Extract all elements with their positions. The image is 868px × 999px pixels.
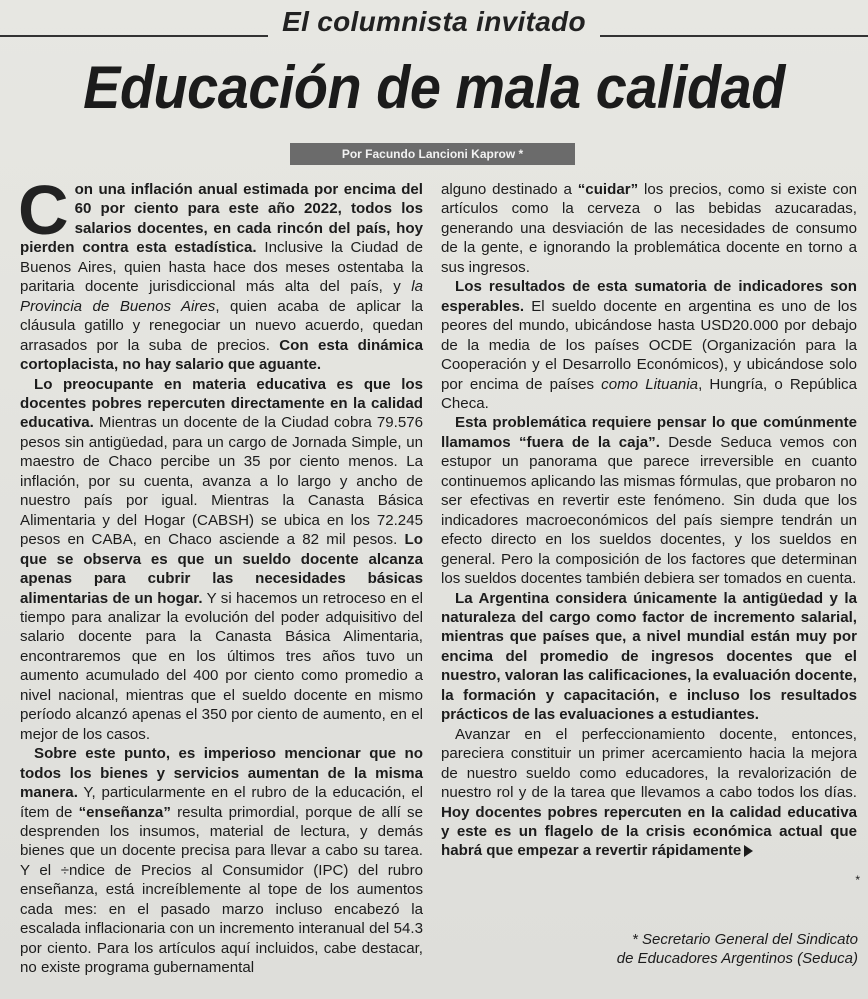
article-column-2	[441, 180, 857, 861]
bold-text-run: “cuidar”	[577, 181, 639, 198]
bold-text-run: Lo preocupante en materia educativa es que los docentes pobres repercuten directamente en la calidad educativa.	[20, 375, 423, 432]
text-run: los precios, como si existe con artículos como la cerveza o las bebidas azucaradas, generando una desviación de las necesidades de consumo de la gente, e ignorando la problemática docente en torno a sus ingresos.	[441, 181, 857, 276]
text-run: Avanzar en el perfeccionamiento docente, entonces, pareciera constituir un primer acercamiento hacia la mejora de nuestro sueldo como educadores, la revalorización de nuestro rol y de la tarea que llevamos a cabo todos los días.	[441, 725, 857, 802]
paragraph	[441, 277, 857, 413]
paragraph	[18, 171, 424, 375]
bold-text-run: Hoy docentes pobres repercuten en la calidad educativa y este es un flagelo de la crisis económica actual que habrá que empezar a revertir rápidamente	[441, 803, 857, 860]
author-footnote	[560, 930, 858, 968]
text-run: , Hungría, o República Checa.	[441, 375, 857, 412]
text-run: Y, particularmente en el rubro de la educación, el ítem de	[20, 784, 423, 821]
paragraph	[441, 413, 857, 588]
drop-cap: C	[18, 171, 69, 249]
text-run: El sueldo docente en argentina es uno de los peores del mundo, ubicándose hasta USD20.000 por debajo de la media de los países OCDE (Organización para la Cooperación y el Desarrollo Económicos), y ubicándose solo por encima de países	[441, 297, 857, 393]
paragraph	[441, 725, 857, 861]
bold-text-run: Con esta dinámica cortoplacista, no hay salario que aguante.	[20, 336, 424, 374]
byline: Por Facundo Lancioni Kaprow *	[290, 143, 575, 165]
bold-text-run: Los resultados de esta sumatoria de indicadores son esperables.	[441, 278, 857, 315]
text-run: resulta primordial, porque de allí se desprenden los insumos, material de lectura, y demás bienes que un docente precisa para llevar a cabo su tarea. Y el ÷ndice de Precios al Consumidor (IPC) del rubro enseñanza, está increíblemente al tope de los aumentos cada mes: en el pasado marzo incluso encabezó la escalada inflacionaria con un incremento interanual del 54.3 por ciento. Para los artículos aquí incluidos, cabe destacar, no existe programa gubernamental	[20, 803, 423, 977]
end-of-article-icon	[744, 845, 753, 857]
paragraph	[20, 744, 423, 977]
text-run: Mientras un docente de la Ciudad cobra 79.576 pesos sin antigüedad, para un cargo de Jornada Simple, un maestro de Chaco percibe un 35 por ciento menos. La inflación, por su cuenta, avanza a lo largo y ancho de nuestro país por igual. Mientras la Canasta Básica Alimentaria y del Hogar (CABSH) se ubica en los 72.245 pesos en CABA, en Chaco asciende a 82 mil pesos.	[20, 414, 423, 549]
bold-text-run: on una inflación anual estimada por encima del 60 por ciento para este año 2022, todos los salarios docentes, en cada rincón del país, hoy pierden contra esta estadística.	[20, 181, 423, 257]
article-column-1	[18, 171, 424, 978]
paragraph	[20, 375, 423, 745]
bold-text-run: Lo que se observa es que un sueldo docente alcanza apenas para cubrir las necesidades básicas alimentarias de un hogar.	[20, 531, 423, 607]
footnote-line: * Secretario General del Sindicato	[632, 931, 858, 948]
text-run: alguno destinado a	[441, 181, 578, 198]
bold-text-run: Esta problemática requiere pensar lo que comúnmente llamamos “fuera de la caja”.	[441, 414, 857, 451]
paragraph	[441, 589, 857, 725]
paragraph	[441, 180, 857, 277]
bold-text-run: La Argentina considera únicamente la antigüedad y la naturaleza del cargo como factor de incremento salarial, mientras que países que, a nivel mundial están muy por encima del promedio de ingresos docentes que el nuestro, valoran las calificaciones, la evaluación docente, la formación y capacitación, e incluso los resultados prácticos de las evaluaciones a estudiantes.	[441, 589, 857, 724]
italic-text-run: como Lituania	[601, 375, 699, 393]
text-run: Inclusive la Ciudad de Buenos Aires, quien hasta hace dos meses ostentaba la paritaria docente jurisdiccional más alta del país, y	[20, 239, 423, 296]
footnote-line: de Educadores Argentinos (Seduca)	[616, 950, 858, 967]
section-header	[0, 4, 868, 40]
margin-asterisk: *	[855, 873, 860, 887]
bold-text-run: “enseñanza”	[78, 803, 171, 821]
text-run: Y si hacemos un retroceso en el tiempo para analizar la evolución del poder adquisitivo del salario docente para la Canasta Básica Alimentaria, encontraremos que en los últimos tres años tuvo un aumento acumulado del 400 por ciento como promedio a nivel nacional, mientras que el sueldo docente en mismo período alcanzó apenas el 350 por ciento de aumento, en el mejor de los casos.	[20, 589, 423, 743]
text-run: Desde Seduca vemos con estupor un panorama que parece irreversible en cuanto continuemos aplicando las mismas fórmulas, que probaron no ser efectivas en revertir este fenómeno. Sin duda que los indicadores macroeconómicos del país siempre tendrán un efecto directo en los sueldos docentes, y los sueldos en general. Pero la composición de los factores que determinan los sueldos docentes también debiera ser tomados en cuenta.	[441, 433, 858, 588]
section-label: El columnista invitado	[268, 4, 600, 40]
bold-text-run: Sobre este punto, es imperioso mencionar que no todos los bienes y servicios aumentan de la misma manera.	[20, 745, 423, 802]
italic-text-run: la Provincia de Buenos Aires	[20, 278, 423, 315]
text-run: , quien acaba de aplicar la cláusula gatillo y renegociar un nuevo acuerdo, quedan arrasados por la suba de precios.	[20, 297, 424, 354]
headline: Educación de mala calidad	[83, 54, 785, 121]
